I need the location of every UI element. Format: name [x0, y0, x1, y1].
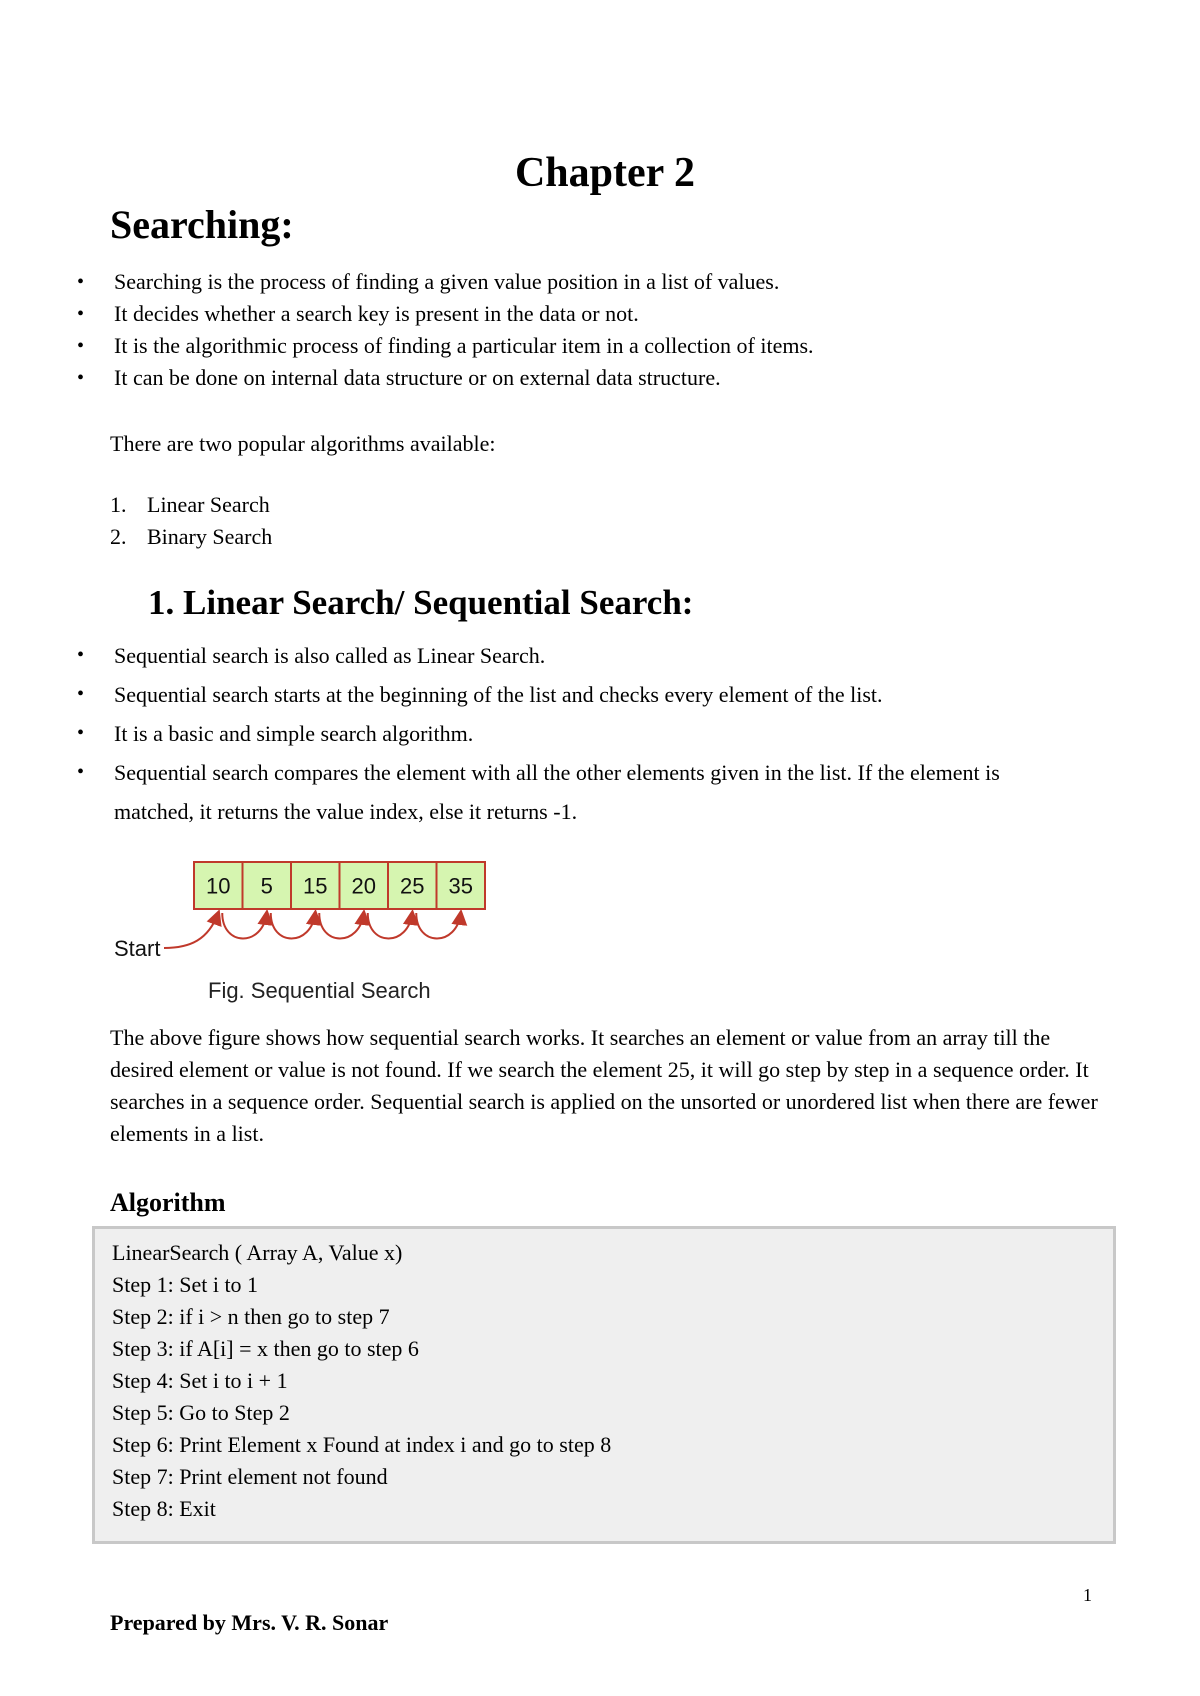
list-item [77, 714, 1074, 753]
footer-author: Prepared by Mrs. V. R. Sonar [110, 1610, 389, 1635]
bullet-icon: • [77, 303, 85, 325]
algorithms-list [110, 489, 272, 553]
bullet-text: Sequential search compares the element with all the other elements given in the list. If the element is matched, it returns the value index, else it returns -1. [114, 760, 1000, 824]
list-item [77, 330, 1114, 362]
algorithm-line: LinearSearch ( Array A, Value x) [112, 1240, 403, 1265]
algorithm-heading: Algorithm [110, 1188, 226, 1217]
algorithm-line: Step 7: Print element not found [112, 1464, 388, 1489]
list-number: 2. [110, 524, 127, 549]
list-number: 1. [110, 492, 127, 517]
algorithm-box [92, 1226, 1116, 1544]
bullet-icon: • [77, 644, 85, 666]
algorithm-line: Step 1: Set i to 1 [112, 1272, 259, 1297]
list-item [77, 636, 1074, 675]
bullet-text: Sequential search starts at the beginning of the list and checks every element of the list. [114, 682, 883, 707]
intro-bullet-list [77, 266, 1114, 394]
list-label: Binary Search [147, 524, 273, 549]
bullet-icon: • [77, 722, 85, 744]
algorithm-line: Step 6: Print Element x Found at index i and go to step 8 [112, 1432, 612, 1457]
bullet-text: It is a basic and simple search algorithm. [114, 721, 474, 746]
list-item [110, 489, 272, 521]
bullet-icon: • [77, 683, 85, 705]
bullet-icon: • [77, 335, 85, 357]
start-arrow [164, 913, 218, 948]
array-cell-value: 20 [351, 873, 376, 899]
start-label: Start [114, 936, 161, 961]
array-cell-value: 35 [448, 873, 473, 899]
array-cell-value: 15 [303, 873, 328, 899]
bullet-text: It can be done on internal data structure or on external data structure. [114, 365, 721, 390]
list-item [77, 298, 1114, 330]
list-label: Linear Search [147, 492, 270, 517]
algorithm-line: Step 2: if i > n then go to step 7 [112, 1304, 390, 1329]
list-item [77, 362, 1114, 394]
figure-caption: Fig. Sequential Search [208, 978, 431, 1003]
bullet-text: It is the algorithmic process of finding a particular item in a collection of items. [114, 333, 814, 358]
bullet-text: Sequential search is also called as Linear Search. [114, 643, 546, 668]
list-item [110, 521, 272, 553]
bullet-icon: • [77, 761, 85, 783]
algorithm-line: Step 3: if A[i] = x then go to step 6 [112, 1336, 419, 1361]
algorithm-line: Step 4: Set i to i + 1 [112, 1368, 288, 1393]
step-arrow [368, 913, 413, 939]
algorithms-intro: There are two popular algorithms available: [110, 431, 496, 456]
array-cell-value: 10 [206, 873, 231, 899]
chapter-title-text: Chapter 2 [514, 150, 696, 196]
array-cell-value: 5 [260, 873, 273, 899]
list-item [77, 266, 1114, 298]
algorithm-line: Step 5: Go to Step 2 [112, 1400, 290, 1425]
bullet-text: It decides whether a search key is present in the data or not. [114, 301, 639, 326]
step-arrow [416, 913, 461, 939]
section-heading: Searching: [110, 202, 294, 247]
step-arrow [222, 913, 267, 939]
list-item [77, 753, 1074, 831]
array-cell-value: 25 [400, 873, 425, 899]
chapter-title [0, 152, 1200, 194]
bullet-icon: • [77, 271, 85, 293]
page-number: 1 [1083, 1585, 1092, 1605]
step-arrow [271, 913, 316, 939]
list-item [77, 675, 1074, 714]
bullet-text: Searching is the process of finding a given value position in a list of values. [114, 269, 780, 294]
linear-search-heading: 1. Linear Search/ Sequential Search: [148, 583, 694, 622]
explanation-paragraph: The above figure shows how sequential search works. It searches an element or value from an array till the desired element or value is not found. If we search the element 25, it will go step by step in a sequence order. It searches in a sequence order. Sequential search is applied on the unsorted or unordered list when there are fewer elements in a list. [110, 1025, 1098, 1146]
step-arrow [319, 913, 364, 939]
algorithm-line: Step 8: Exit [112, 1496, 216, 1521]
linear-bullet-list [77, 636, 1074, 831]
bullet-icon: • [77, 367, 85, 389]
